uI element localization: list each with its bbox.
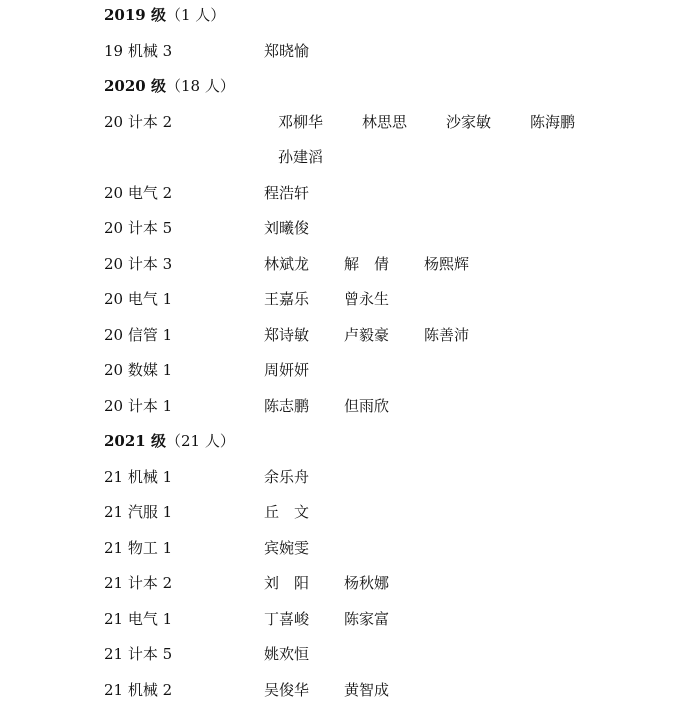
- student-name: 但雨欣: [344, 396, 390, 415]
- class-name: 21 物工 1: [104, 538, 173, 557]
- student-name: 邓柳华: [278, 112, 324, 131]
- student-name: 王嘉乐: [264, 290, 310, 308]
- class-row: [104, 253, 664, 275]
- student-name: 陈善沛: [424, 325, 470, 344]
- student-name: 孙建滔: [278, 148, 324, 166]
- grade-label: 2019 级: [104, 6, 166, 24]
- grade-heading: [104, 430, 235, 452]
- student-name: 程浩轩: [264, 183, 310, 202]
- grade-count: （18 人）: [165, 77, 235, 95]
- class-name: 21 汽服 1: [104, 503, 173, 521]
- student-name: 宾婉雯: [264, 538, 310, 557]
- student-name: 丘 文: [264, 503, 310, 521]
- class-name: 20 计本 1: [104, 396, 173, 415]
- class-row: [104, 288, 664, 310]
- student-name: 沙家敏: [446, 112, 492, 131]
- class-name: 20 电气 1: [104, 290, 173, 308]
- student-name: 林斌龙: [264, 254, 310, 273]
- class-row: [104, 182, 664, 204]
- student-name: 周妍妍: [264, 361, 310, 379]
- class-name: 21 机械 1: [104, 467, 173, 486]
- class-name: 20 信管 1: [104, 325, 173, 344]
- class-row: [104, 608, 664, 630]
- class-row: [104, 537, 664, 559]
- student-name: 曾永生: [344, 290, 390, 308]
- class-row: [104, 572, 664, 594]
- student-name: 陈志鹏: [264, 396, 310, 415]
- class-row: [104, 643, 664, 665]
- class-name: 20 电气 2: [104, 183, 173, 202]
- student-name: 刘 阳: [264, 574, 310, 592]
- grade-label: 2021 级: [104, 432, 166, 450]
- class-name: 20 计本 2: [104, 112, 173, 131]
- student-name: 郑诗敏: [264, 325, 310, 344]
- class-name: 20 计本 3: [104, 254, 173, 273]
- student-name: 卢毅豪: [344, 325, 390, 344]
- student-name: 杨熙辉: [424, 254, 470, 273]
- class-name: 21 电气 1: [104, 609, 173, 628]
- student-name: 解 倩: [344, 254, 390, 273]
- student-name: 丁喜峻: [264, 609, 310, 628]
- class-row: [104, 111, 664, 133]
- student-name: 姚欢恒: [264, 645, 310, 663]
- class-name: 20 数媒 1: [104, 361, 173, 379]
- class-row: [104, 395, 664, 417]
- class-name: 20 计本 5: [104, 219, 173, 237]
- student-name: 黄智成: [344, 680, 390, 699]
- student-name: 刘曦俊: [264, 219, 310, 237]
- class-row: [104, 40, 664, 62]
- student-name: 陈家富: [344, 609, 390, 628]
- class-row: [104, 217, 664, 239]
- grade-heading: [104, 4, 225, 26]
- class-row: [104, 679, 664, 701]
- student-name: 林思思: [362, 112, 408, 131]
- class-row: [104, 466, 664, 488]
- student-name: 杨秋娜: [344, 574, 390, 592]
- student-name: 陈海鹏: [530, 112, 576, 131]
- student-name: 吴俊华: [264, 680, 310, 699]
- class-row: [104, 324, 664, 346]
- class-row-continuation: [104, 146, 664, 168]
- class-row: [104, 359, 664, 381]
- class-name: 21 机械 2: [104, 680, 173, 699]
- class-name: 19 机械 3: [104, 41, 173, 60]
- class-name: 21 计本 5: [104, 645, 173, 663]
- class-name: 21 计本 2: [104, 574, 173, 592]
- grade-heading: [104, 75, 235, 97]
- class-row: [104, 501, 664, 523]
- grade-count: （1 人）: [165, 6, 226, 24]
- student-name: 余乐舟: [264, 467, 310, 486]
- grade-count: （21 人）: [165, 432, 235, 450]
- student-name: 郑晓愉: [264, 41, 310, 60]
- grade-label: 2020 级: [104, 77, 166, 95]
